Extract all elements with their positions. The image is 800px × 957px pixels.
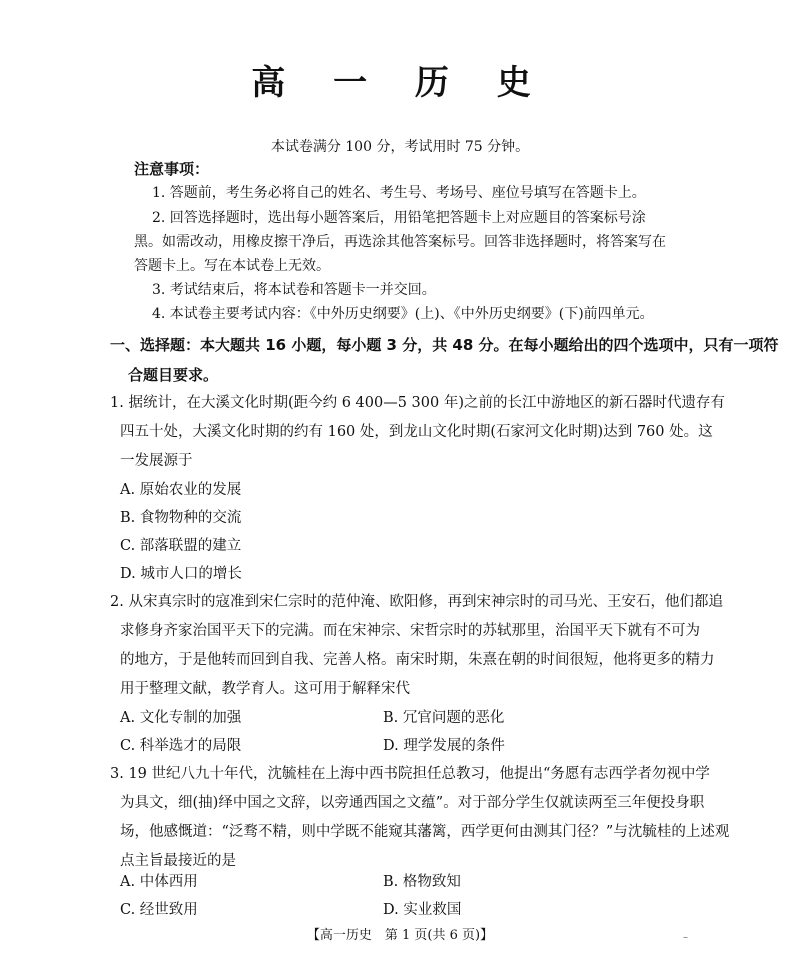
notice-line: 黑。如需改动，用橡皮擦干净后，再选涂其他答案标号。回答非选择题时，将答案写在 <box>134 234 666 250</box>
question-3-option-d[interactable]: D. 实业救国 <box>383 902 462 918</box>
question-2-option-d[interactable]: D. 理学发展的条件 <box>383 738 505 754</box>
question-1-line: 1. 据统计，在大溪文化时期(距今约 6 400—5 300 年)之前的长江中游地区的新石器时代遗存有 <box>110 395 725 411</box>
question-3-option-b[interactable]: B. 格物致知 <box>383 874 461 890</box>
notice-line: 3. 考试结束后，将本试卷和答题卡一并交回。 <box>152 282 436 298</box>
question-1-option-d[interactable]: D. 城市人口的增长 <box>120 566 242 582</box>
question-3-line: 点主旨最接近的是 <box>120 853 236 869</box>
question-1-option-c[interactable]: C. 部落联盟的建立 <box>120 538 242 554</box>
question-1-line: 四五十处，大溪文化时期的约有 160 处，到龙山文化时期(石家河文化时期)达到 760 处。这 <box>120 424 713 440</box>
question-2-line: 的地方，于是他转而回到自我、完善人格。南宋时期，朱熹在朝的时间很短，他将更多的精力 <box>120 652 715 668</box>
question-3-line: 场，他感慨道：“泛骛不精，则中学既不能窥其藩篱，西学更何由测其门径？”与沈毓桂的上述观 <box>120 824 730 840</box>
question-2-line: 用于整理文献，教学育人。这可用于解释宋代 <box>120 681 410 697</box>
question-3-line: 3. 19 世纪八九十年代，沈毓桂在上海中西书院担任总教习，他提出“务愿有志西学者勿视中学 <box>110 766 710 782</box>
question-3-line: 为具文，细(抽)绎中国之文辞，以旁通西国之文蕴”。对于部分学生仅就读两至三年便投身职 <box>120 795 705 811</box>
notice-line: 答题卡上。写在本试卷上无效。 <box>134 258 330 274</box>
question-1-option-b[interactable]: B. 食物物种的交流 <box>120 510 242 526</box>
corner-mark: – <box>683 932 688 943</box>
exam-info: 本试卷满分 100 分，考试用时 75 分钟。 <box>270 139 530 155</box>
notice-line: 4. 本试卷主要考试内容：《中外历史纲要》(上)、《中外历史纲要》(下)前四单元。 <box>152 306 654 322</box>
page-title: 高 一 历 史 <box>251 63 549 103</box>
section-heading <box>110 330 779 390</box>
question-2-line: 2. 从宋真宗时的寇准到宋仁宗时的范仲淹、欧阳修，再到宋神宗时的司马光、王安石，他们都追 <box>110 594 723 610</box>
section-heading-line: 合题目要求。 <box>128 366 219 384</box>
page-footer: 【高一历史 第 1 页(共 6 页)】 <box>306 928 494 943</box>
question-2-option-b[interactable]: B. 冗官问题的恶化 <box>383 710 505 726</box>
notice-line: 2. 回答选择题时，选出每小题答案后，用铅笔把答题卡上对应题目的答案标号涂 <box>152 210 646 226</box>
question-2-option-c[interactable]: C. 科举选才的局限 <box>120 738 242 754</box>
question-1-line: 一发展源于 <box>120 453 193 469</box>
question-1-option-a[interactable]: A. 原始农业的发展 <box>120 482 242 498</box>
question-3-option-c[interactable]: C. 经世致用 <box>120 902 198 918</box>
question-2-option-a[interactable]: A. 文化专制的加强 <box>120 710 242 726</box>
notice-line: 1. 答题前，考生务必将自己的姓名、考生号、考场号、座位号填写在答题卡上。 <box>152 185 646 201</box>
notice-heading: 注意事项： <box>134 160 210 178</box>
question-2-line: 求修身齐家治国平天下的完满。而在宋神宗、宋哲宗时的苏轼那里，治国平天下就有不可为 <box>120 623 700 639</box>
question-3-option-a[interactable]: A. 中体西用 <box>120 874 198 890</box>
section-heading-line: 一、选择题：本大题共 16 小题，每小题 3 分，共 48 分。在每小题给出的四个选项中，只有一项符 <box>110 336 779 354</box>
